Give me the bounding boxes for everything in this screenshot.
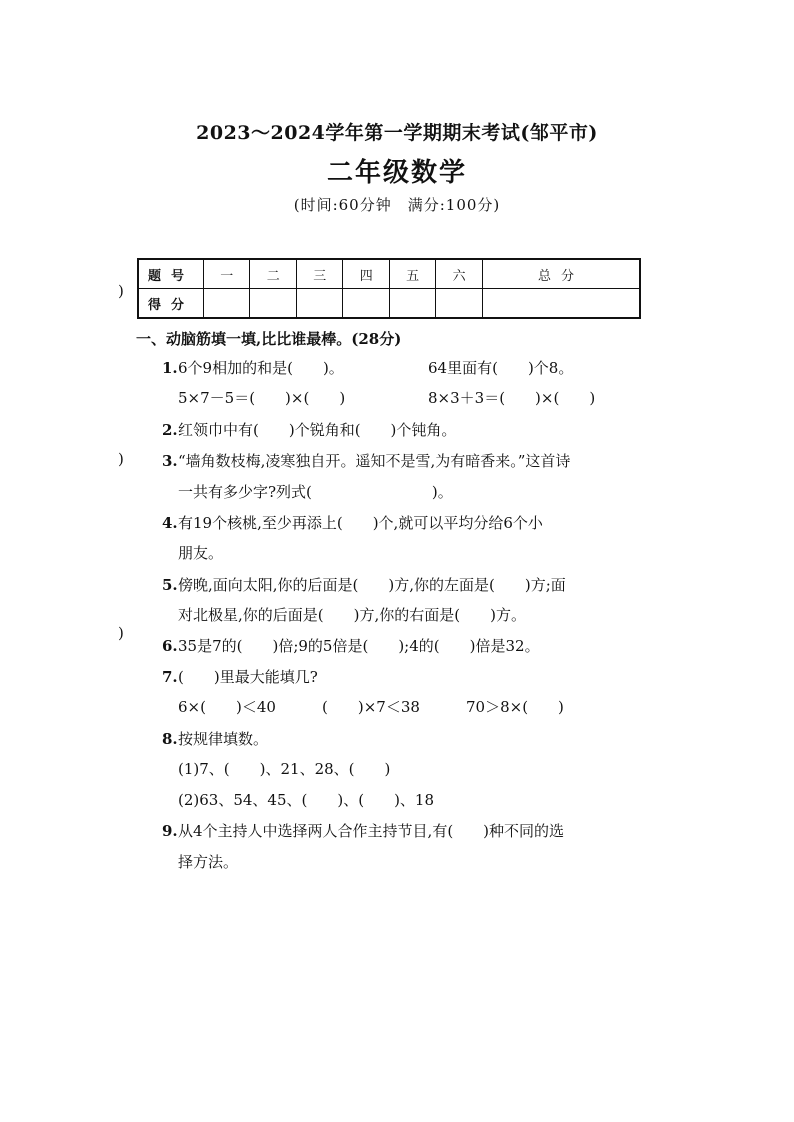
question-number: 6. (162, 637, 178, 655)
score-table-column: 一 (204, 259, 250, 289)
question-number: 2. (162, 421, 178, 439)
score-table-column: 二 (250, 259, 296, 289)
binding-mark: ) (118, 450, 124, 468)
score-table-column: 六 (436, 259, 482, 289)
score-table-row-label: 得分 (138, 289, 204, 319)
question-text: 8×3＋3＝( )×( ) (428, 389, 596, 407)
exam-info: (时间:60分钟 满分:100分) (293, 196, 501, 214)
question-number: 4. (162, 514, 178, 532)
question-text: (2)63、54、45、( )、( )、18 (178, 791, 435, 809)
score-table (137, 258, 641, 319)
score-cell[interactable] (250, 289, 296, 319)
score-table-header-row (138, 259, 640, 289)
question-text: 5×7－5＝( )×( ) (178, 389, 346, 407)
question-text: 红领巾中有( )个锐角和( )个钝角。 (178, 421, 457, 439)
score-table-column: 五 (389, 259, 435, 289)
score-cell[interactable] (343, 289, 389, 319)
score-table-column: 总分 (482, 259, 640, 289)
question-number: 7. (162, 668, 178, 686)
question-number: 8. (162, 730, 178, 748)
score-table-column: 四 (343, 259, 389, 289)
question-number: 3. (162, 452, 178, 470)
question-number: 5. (162, 576, 178, 594)
question-text: 6×( )＜40 (178, 698, 276, 716)
section-title: 一、动脑筋填一填,比比谁最棒。(28分) (136, 330, 402, 348)
score-table-score-row (138, 289, 640, 319)
question-text: 傍晚,面向太阳,你的后面是( )方,你的左面是( )方;面 (178, 576, 566, 594)
question-text: 从4个主持人中选择两人合作主持节目,有( )种不同的选 (178, 822, 565, 840)
question-text: ( )里最大能填几? (178, 668, 318, 686)
question-text: ( )×7＜38 (322, 698, 420, 716)
question-text: 70＞8×( ) (466, 698, 564, 716)
question-text: 朋友。 (178, 544, 224, 562)
score-table-column: 三 (296, 259, 342, 289)
binding-mark: ) (118, 282, 124, 300)
score-table-row-label: 题号 (138, 259, 204, 289)
question-text: 一共有多少字?列式( )。 (178, 483, 453, 501)
question-text: 按规律填数。 (178, 730, 269, 748)
binding-mark: ) (118, 624, 124, 642)
question-text: (1)7、( )、21、28、( ) (178, 760, 391, 778)
score-cell[interactable] (296, 289, 342, 319)
question-number: 1. (162, 359, 178, 377)
score-cell[interactable] (436, 289, 482, 319)
question-text: 有19个核桃,至少再添上( )个,就可以平均分给6个小 (178, 514, 543, 532)
question-number: 9. (162, 822, 178, 840)
question-text: 35是7的( )倍;9的5倍是( );4的( )倍是32。 (178, 637, 540, 655)
question-text: “墙角数枝梅,凌寒独自开。遥知不是雪,为有暗香来。”这首诗 (178, 452, 571, 470)
subject-title: 二年级数学 (326, 158, 467, 188)
question-text: 6个9相加的和是( )。 (178, 359, 344, 377)
score-cell[interactable] (482, 289, 640, 319)
score-cell[interactable] (389, 289, 435, 319)
exam-title: 2023～2024学年第一学期期末考试(邹平市) (196, 122, 598, 144)
question-text: 64里面有( )个8。 (428, 359, 574, 377)
question-text: 对北极星,你的后面是( )方,你的右面是( )方。 (178, 606, 526, 624)
score-cell[interactable] (204, 289, 250, 319)
question-text: 择方法。 (178, 853, 239, 871)
